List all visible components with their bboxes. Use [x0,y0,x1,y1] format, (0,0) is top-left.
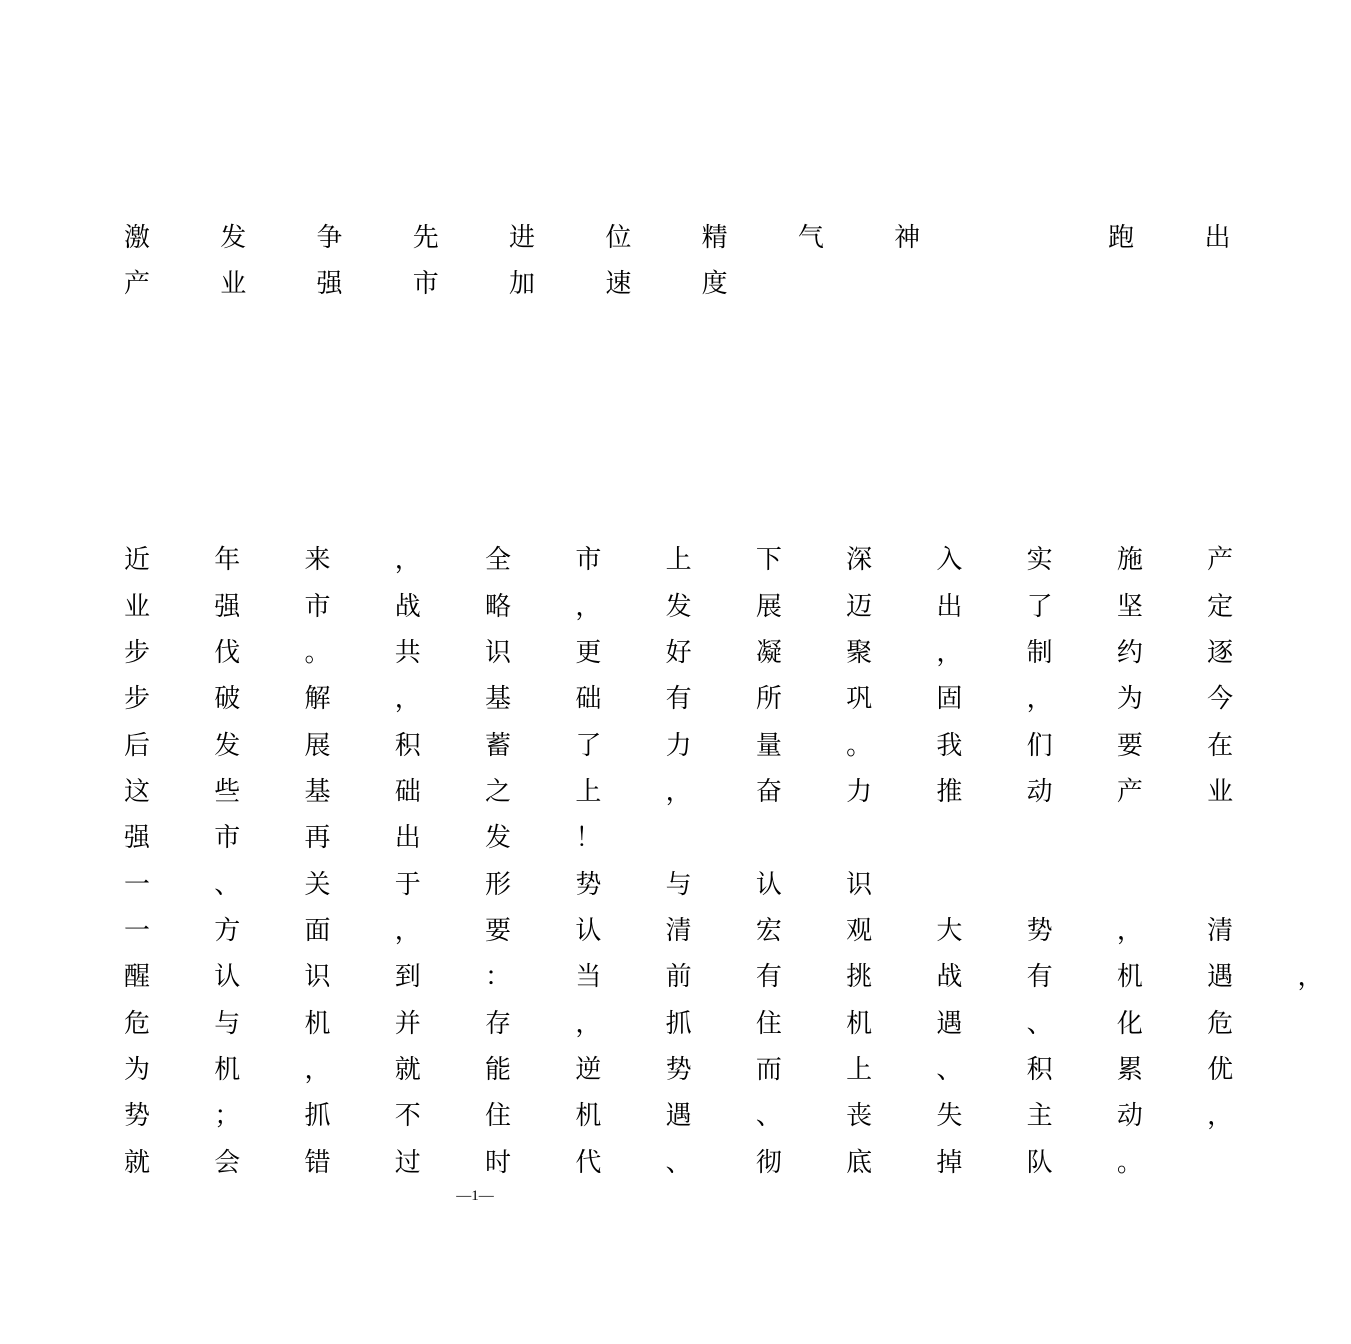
document-title-line-1: 激 发 争 先 进 位 精 气 神 跑 出 [124,223,1262,253]
body-text-line: 危 与 机 并 存 ， 抓 住 机 遇 、 化 危 [124,1009,1262,1039]
body-text-line: 一 方 面 ， 要 认 清 宏 观 大 势 ， 清 [124,916,1262,946]
body-text-line: 近 年 来 ， 全 市 上 下 深 入 实 施 产 [124,545,1262,575]
page-number: —1— [456,1188,494,1204]
body-text-line: 醒 认 识 到 ： 当 前 有 挑 战 有 机 遇 ， [124,962,1351,992]
body-text-line: 业 强 市 战 略 ， 发 展 迈 出 了 坚 定 [124,592,1262,622]
section-heading: 一 、 关 于 形 势 与 认 识 [124,870,901,900]
body-text-line: 就 会 错 过 时 代 、 彻 底 掉 队 。 [124,1148,1171,1178]
body-text-line: 步 伐 。 共 识 更 好 凝 聚 ， 制 约 逐 [124,638,1262,668]
body-text-line: 步 破 解 ， 基 础 有 所 巩 固 ， 为 今 [124,684,1262,714]
document-title-line-2: 产 业 强 市 加 速 度 [124,269,759,299]
body-text-line: 强 市 再 出 发 ！ [124,823,630,853]
body-text-line: 后 发 展 积 蓄 了 力 量 。 我 们 要 在 [124,731,1262,761]
body-text-line: 这 些 基 础 之 上 ， 奋 力 推 动 产 业 [124,777,1262,807]
body-text-line: 势 ； 抓 不 住 机 遇 、 丧 失 主 动 ， [124,1101,1262,1131]
body-text-line: 为 机 ， 就 能 逆 势 而 上 、 积 累 优 [124,1055,1262,1085]
